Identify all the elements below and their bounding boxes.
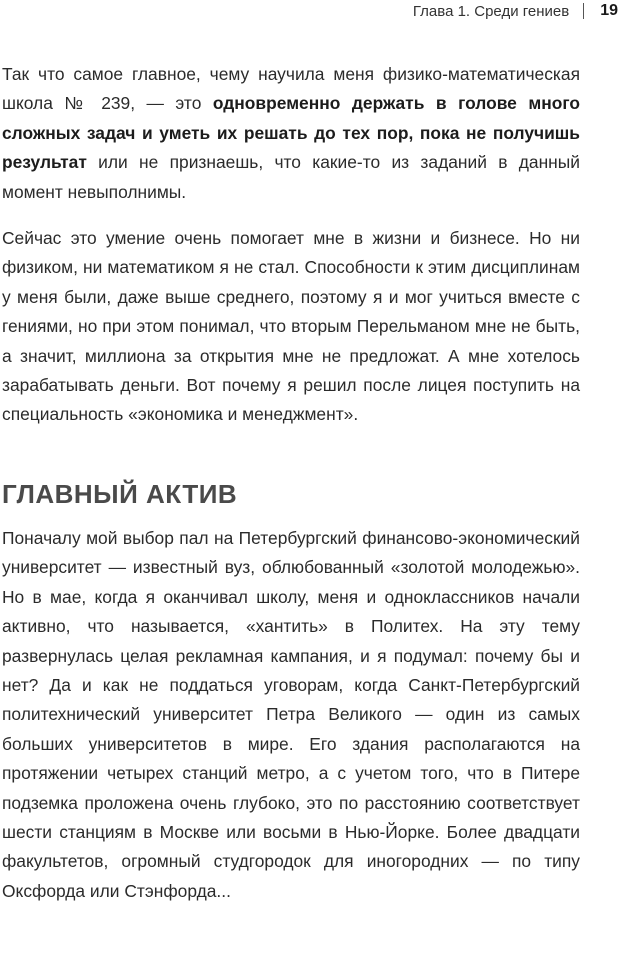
- page-number: 19: [600, 2, 618, 19]
- paragraph-2: Сейчас это умение очень помогает мне в жизни и бизнесе. Но ни физиком, ни математиком я не стал. Способности к этим дисциплинам у меня были, даже выше среднего, поэтому я и мог учиться вместе с гениями, но при этом понимал, что вторым Перельманом мне не быть, а значит, миллиона за открытия мне не предложат. А мне хотелось зарабатывать деньги. Вот почему я решил после лицея поступить на специальность «экономика и менеджмент».: [2, 228, 580, 425]
- paragraph-3: Поначалу мой выбор пал на Петербургский финансово-экономический университет — известный вуз, облюбованный «золотой молодежью». Но в мае, когда я оканчивал школу, меня и одноклассников начали активно, что называется, «хантить» в Политех. На эту тему развернулась целая рекламная кампания, и я подумал: почему бы и нет? Да и как не поддаться уговорам, когда Санкт-Петербургский политехнический университет Петра Великого — один из самых больших университетов в мире. Его здания располагаются на протяжении четырех станций метро, а с учетом того, что в Питере подземка проложена очень глубоко, это по расстоянию соответствует шести станциям в Москве или восьми в Нью-Йорке. Более двадцати факультетов, огромный студгородок для иногородних — по типу Оксфорда или Стэнфорда...: [2, 527, 580, 901]
- page-body: [2, 60, 580, 923]
- header-divider: [583, 3, 584, 19]
- paragraph-1: [2, 60, 580, 207]
- paragraph-1-bold: одновременно держать в голове много сложных задач и уметь их решать до тех пор, пока не получишь результат: [2, 93, 580, 173]
- paragraph-1-end: или не признаешь, что какие-то из заданий в данный момент невыполнимы.: [2, 152, 580, 202]
- chapter-title: Глава 1. Среди гениев: [412, 2, 570, 20]
- paragraph-1-start: Так что самое главное, чему научила меня физико-математическая школа № 239, — это: [2, 64, 580, 114]
- section-heading: ГЛАВНЫЙ АКТИВ: [2, 478, 238, 509]
- running-header: [413, 0, 622, 22]
